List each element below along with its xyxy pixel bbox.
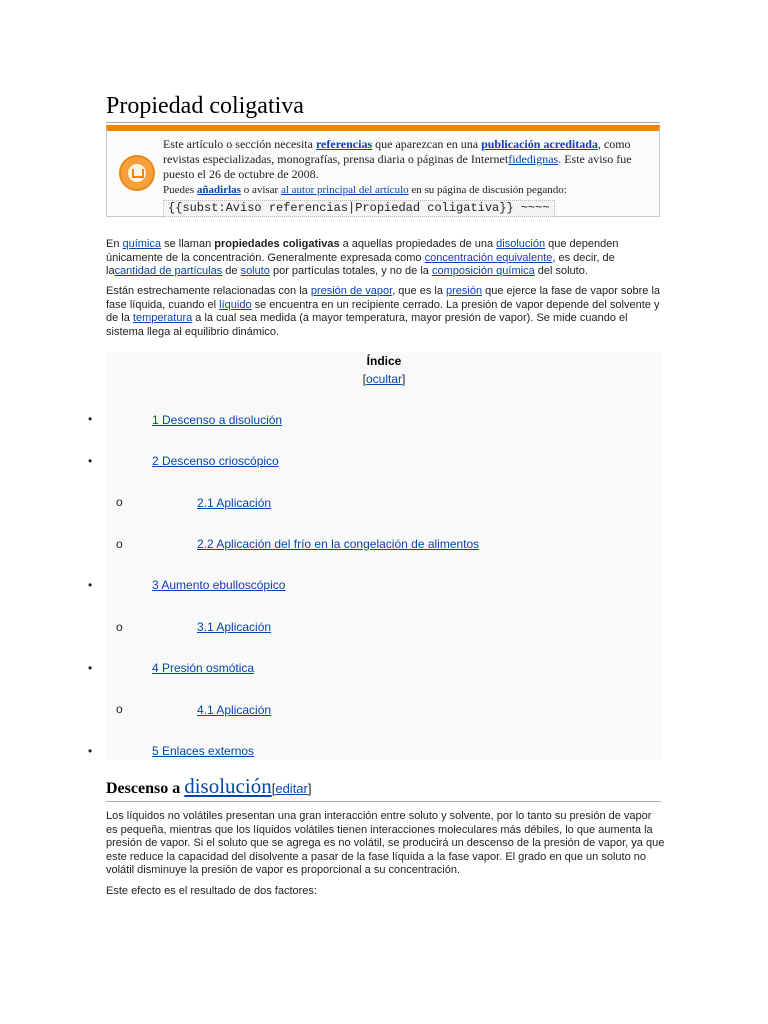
toc-bullet: •: [88, 661, 93, 675]
notice-text-4: . Este aviso fue puesto el 26 de octubre de 2008.: [163, 152, 632, 181]
section-divider: [106, 801, 661, 802]
toc-bullet: o: [116, 702, 123, 716]
notice-text-2: que aparezcan en una: [372, 137, 482, 151]
notice-text: [163, 137, 657, 217]
toc-bullet: o: [116, 537, 123, 551]
title-divider: [106, 122, 660, 123]
toc-bullet: o: [116, 620, 123, 634]
vapor-pressure-paragraph: [106, 285, 666, 339]
link-autor-principal[interactable]: al autor principal del artículo: [280, 184, 409, 196]
toc-toggle: [106, 372, 662, 386]
link-temperatura[interactable]: temperatura: [132, 312, 193, 324]
link-quimica[interactable]: química: [122, 238, 162, 250]
link-presion-de-vapor[interactable]: presión de vapor: [310, 285, 393, 297]
p1-text: que dependen únicamente de la concentración. Generalmente expresada como: [106, 238, 619, 264]
section-edit: [272, 781, 312, 796]
toc-item-aplicacion-2-1[interactable]: 2.1 Aplicación: [197, 496, 272, 510]
link-anadirlas[interactable]: añadirlas: [196, 184, 241, 196]
section-heading-text: Descenso a: [106, 780, 185, 797]
p1-text: , es decir, de la: [106, 251, 615, 277]
descenso-paragraph: Los líquidos no volátiles presentan una gran interacción entre soluto y solvente, por lo tanto su presión de vapor es pequeña, mientras que los líquidos volátiles tienen interacciones moleculares más débiles, lo que aumenta la presión de vapor. Si el soluto que se agrega es no volátil, se producirá un descenso de la presión de vapor, ya que este reduce la capacidad del disolvente a pasar de la fase líquida a la fase vapor. El grado en que un soluto no volátil disminuye la presión de vapor es proporcional a su concentración.: [106, 810, 665, 876]
p1-text: En: [106, 238, 123, 250]
toc-item-aplicacion-frio[interactable]: 2.2 Aplicación del frío en la congelación de alimentos: [197, 537, 480, 551]
notice-text-5: Puedes: [163, 184, 197, 196]
toc-bullet: •: [88, 412, 93, 426]
section-heading-link[interactable]: disolución: [184, 774, 272, 798]
toc-item-enlaces-externos[interactable]: 5 Enlaces externos: [152, 744, 255, 758]
toc-item-aplicacion-3-1[interactable]: 3.1 Aplicación: [197, 620, 272, 634]
book-warning-icon: [119, 155, 155, 191]
toc-toggle-bracket-open: [: [362, 372, 366, 386]
toc-toggle-bracket-close: ]: [402, 372, 406, 386]
p1-text: de: [222, 265, 241, 277]
toc-bullet: •: [88, 744, 93, 758]
p1-text: a aquellas propiedades de una: [339, 238, 497, 250]
section-edit-bracket-close: ]: [307, 781, 312, 796]
link-fidedignas[interactable]: fidedignas: [508, 152, 559, 166]
toc-gap: [84, 386, 106, 758]
p1-text: por partículas totales, y no de la: [269, 265, 432, 277]
link-referencias[interactable]: referencias: [315, 137, 373, 151]
notice-text-3: , como revistas especializadas, monografías, prensa diaria o páginas de Internet: [163, 137, 631, 166]
p1-text: se llaman: [161, 238, 215, 250]
notice-text-7: en su página de discusión pegando:: [408, 184, 567, 196]
references-notice-box: [106, 125, 660, 217]
link-soluto[interactable]: soluto: [240, 265, 270, 277]
toc-item-descenso-crioscopico[interactable]: 2 Descenso crioscópico: [152, 454, 279, 468]
link-cantidad-de-particulas[interactable]: cantidad de partículas: [114, 265, 223, 277]
link-disolucion[interactable]: disolución: [496, 238, 546, 250]
p2-text: a la cual sea medida (a mayor temperatura, mayor presión de vapor). Se mide cuando el sistema llega al equilibrio dinámico.: [106, 312, 628, 338]
notice-code-snippet: {{subst:Aviso referencias|Propiedad coligativa}} ~~~~: [163, 200, 555, 217]
section-heading-descenso: [106, 773, 312, 800]
toc-item-descenso-disolucion[interactable]: 1 Descenso a disolución: [152, 413, 283, 427]
p2-text: que ejerce la fase de vapor sobre la fase líquida, cuando el: [106, 285, 661, 311]
section-edit-link[interactable]: editar: [275, 781, 308, 796]
notice-instructions: [163, 184, 567, 196]
toc-hide-link[interactable]: ocultar: [365, 372, 403, 386]
intro-paragraph: [106, 238, 666, 279]
link-presion[interactable]: presión: [446, 285, 483, 297]
p2-text: se encuentra en un recipiente cerrado. La presión de vapor depende del solvente y de la: [106, 298, 660, 324]
toc-bullet: o: [116, 495, 123, 509]
link-composicion-quimica[interactable]: composición química: [431, 265, 535, 277]
notice-text-1: Este artículo o sección necesita: [163, 137, 316, 151]
p2-text: Están estrechamente relacionadas con la: [106, 285, 311, 297]
p1-bold-term: propiedades coligativas: [214, 238, 340, 250]
factors-paragraph: Este efecto es el resultado de dos factores:: [106, 885, 317, 897]
toc-bullet: •: [88, 578, 93, 592]
link-liquido[interactable]: líquido: [219, 298, 252, 311]
notice-text-6: o avisar: [240, 184, 281, 196]
section-edit-bracket-open: [: [271, 781, 276, 796]
toc-item-aumento-ebulloscopico[interactable]: 3 Aumento ebulloscópico: [152, 578, 286, 592]
toc-title: Índice: [366, 354, 402, 368]
link-concentracion-equivalente[interactable]: concentración equivalente: [424, 251, 553, 264]
page-title: Propiedad coligativa: [106, 93, 304, 119]
toc-item-aplicacion-4-1[interactable]: 4.1 Aplicación: [197, 703, 272, 717]
toc-bullet: •: [88, 454, 93, 468]
toc-item-presion-osmotica[interactable]: 4 Presión osmótica: [152, 661, 255, 675]
link-publicacion-acreditada[interactable]: publicación acreditada: [481, 137, 598, 151]
p1-text: del soluto.: [534, 265, 588, 277]
p2-text: , que es la: [392, 285, 447, 297]
